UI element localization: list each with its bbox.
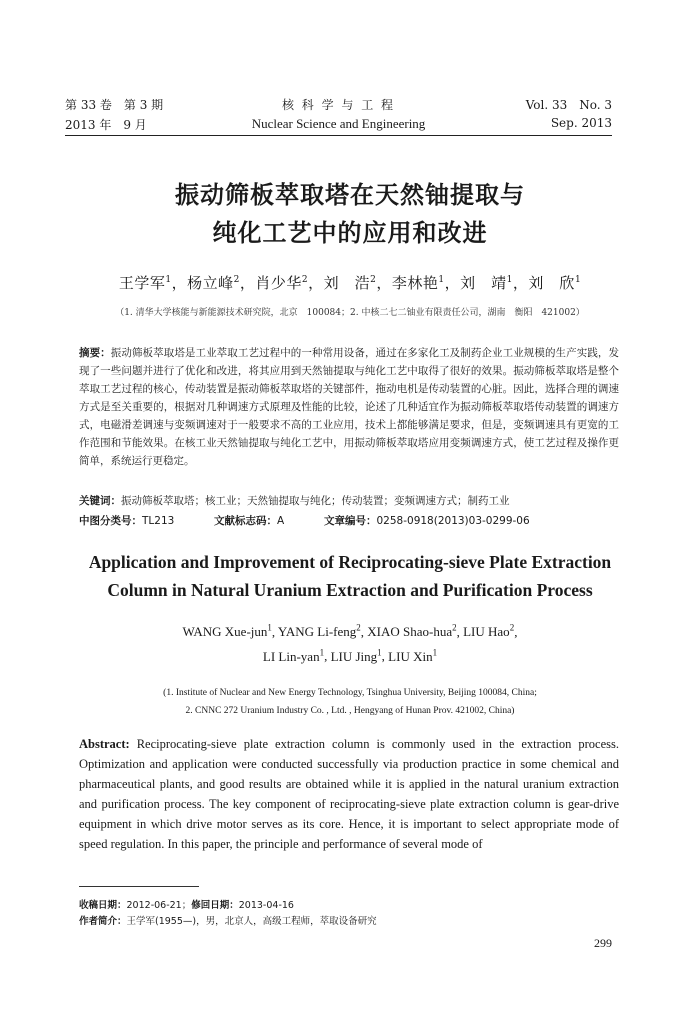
author-en: LI Lin-yan$^1$: [262, 647, 325, 664]
page-number: 299: [594, 936, 612, 950]
abstract-en-text: Reciprocating-sieve plate extraction column is commonly used in the extraction process. Optimization and application were conducted successfully via production practice in some chemical and pharmaceutical plants, and good results are obtained while it is applied in the natural uranium extraction and purification process. The key component of reciprocating-sieve plate extraction column is gear-drive equipment in which drive motor serves as its core. Hence, it is important to select appropriate mode of speed regulation. In this paper, the principle and performance of several mode of: [79, 737, 619, 851]
footnote: [79, 898, 619, 930]
authors-en: [0, 618, 700, 667]
classification-line: [79, 513, 619, 528]
author-en: WANG Xue-jun$^1$: [182, 623, 272, 640]
clc-number: 中图分类号：TL213: [79, 515, 175, 527]
author-cn: 刘 靖$^1$: [460, 274, 513, 292]
title-cn: [0, 176, 700, 252]
title-cn-line-2: 纯化工艺中的应用和改进: [212, 219, 488, 247]
keywords-cn: [79, 493, 619, 508]
affiliation-en: [0, 684, 700, 720]
author-cn: 杨立峰$^2$: [187, 274, 240, 292]
title-en: [0, 548, 700, 604]
journal-name-cn-wrap: [65, 96, 612, 113]
keywords-cn-text: 振动筛板萃取塔；核工业；天然铀提取与纯化；传动装置；变频调速方式；制药工业: [121, 495, 510, 507]
authors-cn: 王学军$^1$，杨立峰$^2$，肖少华$^2$，刘 浩$^2$，李林艳$^1$，刘 靖$^1$，刘 欣$^1$: [118, 274, 582, 292]
author-cn: 肖少华$^2$: [255, 274, 309, 292]
article-number: 文章编号：0258-0918(2013)03-0299-06: [324, 515, 530, 527]
volume-cn: 第 33 卷 第 3 期: [65, 98, 164, 112]
author-cn: 王学军$^1$: [118, 274, 172, 292]
date-en: Sep. 2013: [550, 116, 612, 130]
date-cn: 2013 年 9 月: [65, 118, 147, 132]
footnote-divider: [79, 886, 199, 887]
title-en-line-2: Column in Natural Uranium Extraction and Purification Process: [107, 580, 593, 600]
affiliation-cn: （1. 清华大学核能与新能源技术研究院，北京 100084；2. 中核二七二铀业有限责任公司，湖南 衡阳 421002）: [115, 308, 585, 318]
journal-name-en-wrap: [65, 116, 612, 132]
authors-en-line-1: WANG Xue-jun$^1$, YANG Li-feng$^2$, XIAO Shao-hua$^2$, LIU Hao$^2$,: [182, 623, 518, 640]
title-en-line-1: Application and Improvement of Reciprocating-sieve Plate Extraction: [88, 552, 612, 572]
authors-en-line-2: LI Lin-yan$^1$, LIU Jing$^1$, LIU Xin$^1$: [262, 647, 438, 664]
author-cn: 李林艳$^1$: [391, 274, 445, 292]
header-divider: [65, 135, 612, 136]
document-code: 文献标志码：A: [214, 515, 285, 527]
author-en: LIU Hao$^2$: [463, 623, 515, 640]
author-en: LIU Jing$^1$: [330, 647, 382, 664]
journal-header: [65, 96, 612, 136]
keywords-cn-label: 关键词：: [79, 495, 121, 507]
abstract-cn-label: 摘要：: [79, 347, 111, 359]
journal-name-en: Nuclear Science and Engineering: [251, 116, 426, 131]
abstract-en-label: Abstract:: [79, 737, 130, 751]
author-cn: 刘 浩$^2$: [323, 274, 377, 292]
author-cn: 刘 欣$^1$: [528, 274, 582, 292]
abstract-en: [79, 734, 619, 854]
affiliation-en-line-2: 2. CNNC 272 Uranium Industry Co. , Ltd. , Hengyang of Hunan Prov. 421002, China): [185, 706, 515, 716]
abstract-cn: [79, 344, 619, 470]
volume-en: Vol. 33 No. 3: [525, 98, 612, 112]
footnote-author-bio: 作者简介：王学军(1955—)，男，北京人，高级工程师，萃取设备研究: [79, 916, 377, 927]
footnote-dates: 收稿日期：2012-06-21；修回日期：2013-04-16: [79, 900, 294, 911]
journal-name-cn: 核 科 学 与 工 程: [281, 98, 396, 112]
author-en: LIU Xin$^1$: [388, 647, 438, 664]
affiliation-en-line-1: (1. Institute of Nuclear and New Energy Technology, Tsinghua University, Beijing 100084, China;: [163, 688, 537, 698]
abstract-cn-text: 振动筛板萃取塔是工业萃取工艺过程中的一种常用设备，通过在多家化工及制药企业工业规模的生产实践，发现了一些问题并进行了优化和改进，将其应用到天然铀提取与纯化工艺中取得了很好的效果。振动筛板萃取塔是整个萃取工艺过程的核心，传动装置是振动筛板萃取塔的关键部件，拖动电机是传动装置的心脏。因此，选择合理的调速方式是至关重要的，根据对几种调速方式原理及性能的比较，论述了几种适宜作为振动筛板萃取塔传动装置的调速方式，电磁滑差调速与变频调速对于一般要求不高的工业应用，技术上都能够满足要求，但是，变频调速具有更宽的工作范围和节能效果。在核工业天然铀提取与纯化工艺中，用振动筛板萃取塔应用变频调速方式，使工艺过程及操作更简单，系统运行更稳定。: [79, 347, 620, 467]
author-en: YANG Li-feng$^2$: [277, 623, 361, 640]
title-cn-line-1: 振动筛板萃取塔在天然铀提取与: [175, 181, 525, 209]
author-en: XIAO Shao-hua$^2$: [367, 623, 457, 640]
